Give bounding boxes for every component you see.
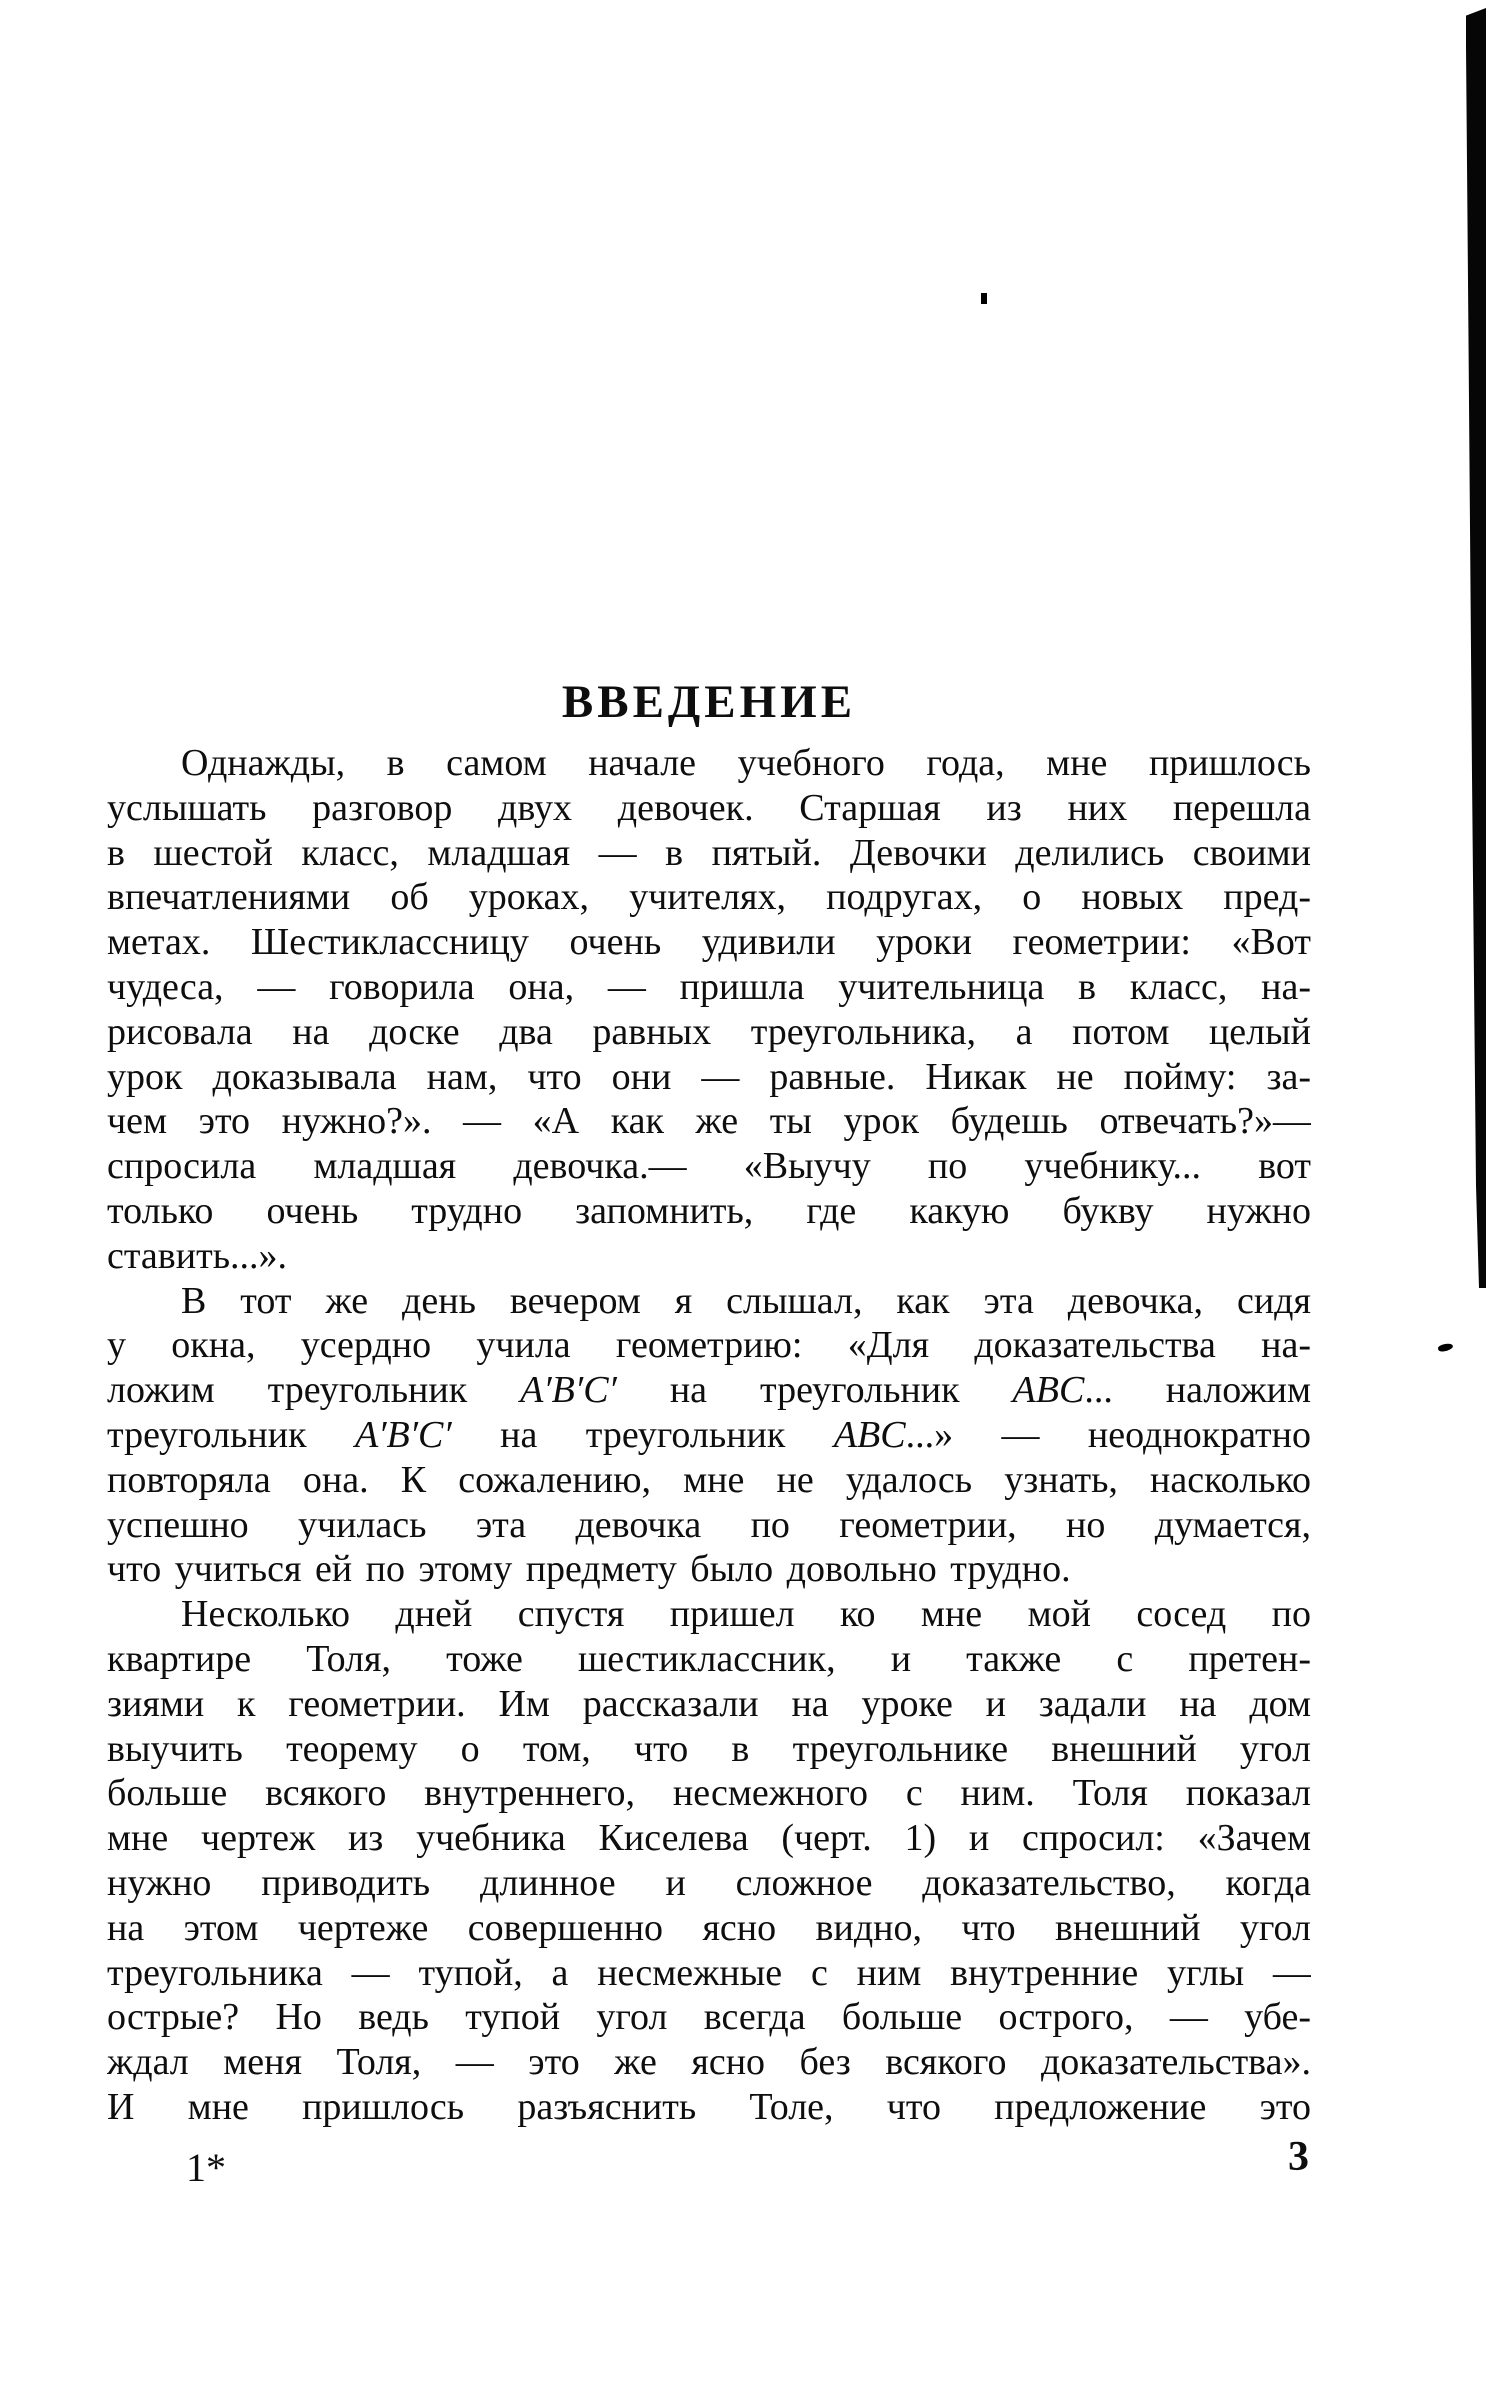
text-line (107, 1099, 1311, 1144)
text-line (107, 1592, 1311, 1637)
text-line (107, 1995, 1311, 2040)
text-line (107, 1189, 1311, 1234)
text-run: острые? Но ведь тупой угол всегда больше острого, — убе- (107, 1996, 1311, 2039)
text-run: метах. Шестиклассницу очень удивили уроки геометрии: «Вот (107, 921, 1311, 964)
text-run: чем это нужно?». — «А как же ты урок будешь отвечать?»— (107, 1100, 1311, 1143)
text-line (107, 786, 1311, 831)
page-title: ВВЕДЕНИЕ (561, 676, 857, 729)
text-run: рисовала на доске два равных треугольника, а потом целый (107, 1010, 1311, 1053)
text-run: урок доказывала нам, что они — равные. Никак не пойму: за- (107, 1055, 1311, 1098)
text-run: мне чертеж из учебника Киселева (черт. 1) и спросил: «Зачем (107, 1817, 1311, 1860)
text-line (107, 1234, 1311, 1279)
math-italic-run: A′B′C′ (355, 1413, 452, 1456)
math-italic-run: ABC (1012, 1369, 1085, 1412)
scan-edge-artifact (1466, 8, 1486, 1288)
text-run: повторяла она. К сожалению, мне не удалось узнать, насколько (107, 1458, 1311, 1501)
text-run: впечатлениями об уроках, учителях, подругах, о новых пред- (107, 876, 1311, 919)
text-run: что учиться ей по этому предмету было довольно трудно. (107, 1548, 1071, 1591)
text-run: на треугольник (616, 1369, 1013, 1412)
math-italic-run: A′B′C′ (520, 1369, 617, 1412)
text-line (107, 1503, 1311, 1548)
text-line (107, 1906, 1311, 1951)
text-line (107, 1547, 1311, 1592)
text-run: ... наложим (1084, 1369, 1311, 1412)
text-line (107, 1323, 1311, 1368)
text-line (107, 741, 1311, 786)
scan-speck-artifact (981, 293, 987, 304)
text-line (107, 875, 1311, 920)
text-run: Несколько дней спустя пришел ко мне мой сосед по (181, 1593, 1311, 1636)
text-run: на этом чертеже совершенно ясно видно, что внешний угол (107, 1906, 1311, 1949)
text-line (107, 2085, 1311, 2130)
text-run: ждал меня Толя, — это же ясно без всякого доказательства». (107, 2041, 1311, 2084)
text-run: у окна, усердно учила геометрию: «Для доказательства на- (107, 1324, 1311, 1367)
page-number: 3 (1288, 2134, 1309, 2180)
text-run: ложим треугольник (107, 1369, 521, 1412)
text-line (107, 1816, 1311, 1861)
text-run: зиями к геометрии. Им рассказали на уроке и задали на дом (107, 1682, 1311, 1725)
text-line (107, 1951, 1311, 1996)
text-line (107, 1727, 1311, 1772)
text-run: И мне пришлось разъяснить Толе, что предложение это (107, 2085, 1311, 2128)
scan-speck-artifact (1437, 1342, 1453, 1353)
text-run: ставить...». (107, 1234, 288, 1277)
math-italic-run: ABC (833, 1413, 906, 1456)
signature-mark: 1* (186, 2145, 226, 2190)
text-run: спросила младшая девочка.— «Выучу по учебнику... вот (107, 1145, 1311, 1188)
text-line (107, 831, 1311, 876)
text-line (107, 1861, 1311, 1906)
text-line (107, 1637, 1311, 1682)
text-run: В тот же день вечером я слышал, как эта девочка, сидя (181, 1279, 1311, 1322)
text-line (107, 1458, 1311, 1503)
text-run: квартире Толя, тоже шестиклассник, и также с претен- (107, 1637, 1311, 1680)
text-line (107, 1771, 1311, 1816)
text-line (107, 1413, 1311, 1458)
text-line (107, 1055, 1311, 1100)
text-run: на треугольник (451, 1413, 834, 1456)
text-run: Однажды, в самом начале учебного года, мне пришлось (181, 742, 1311, 784)
text-line (107, 965, 1311, 1010)
text-run: больше всякого внутреннего, несмежного с ним. Толя показал (107, 1772, 1311, 1815)
text-run: только очень трудно запомнить, где какую букву нужно (107, 1189, 1311, 1232)
text-run: нужно приводить длинное и сложное доказательство, когда (107, 1861, 1311, 1904)
text-run: ...» — неоднократно (905, 1413, 1311, 1456)
text-line (107, 1368, 1311, 1413)
text-run: выучить теорему о том, что в треугольнике внешний угол (107, 1727, 1311, 1770)
text-run: чудеса, — говорила она, — пришла учительница в класс, на- (107, 965, 1311, 1008)
text-line (107, 1010, 1311, 1055)
text-run: в шестой класс, младшая — в пятый. Девочки делились своими (107, 831, 1311, 874)
text-line (107, 2040, 1311, 2085)
text-run: успешно училась эта девочка по геометрии, но думается, (107, 1503, 1311, 1546)
text-line (107, 1279, 1311, 1324)
text-line (107, 920, 1311, 965)
text-line (107, 1144, 1311, 1189)
text-run: треугольник (107, 1413, 355, 1456)
text-line (107, 1682, 1311, 1727)
text-run: треугольника — тупой, а несмежные с ним внутренние углы — (107, 1951, 1311, 1994)
text-run: услышать разговор двух девочек. Старшая из них перешла (107, 786, 1311, 829)
text-block (107, 741, 1311, 2130)
